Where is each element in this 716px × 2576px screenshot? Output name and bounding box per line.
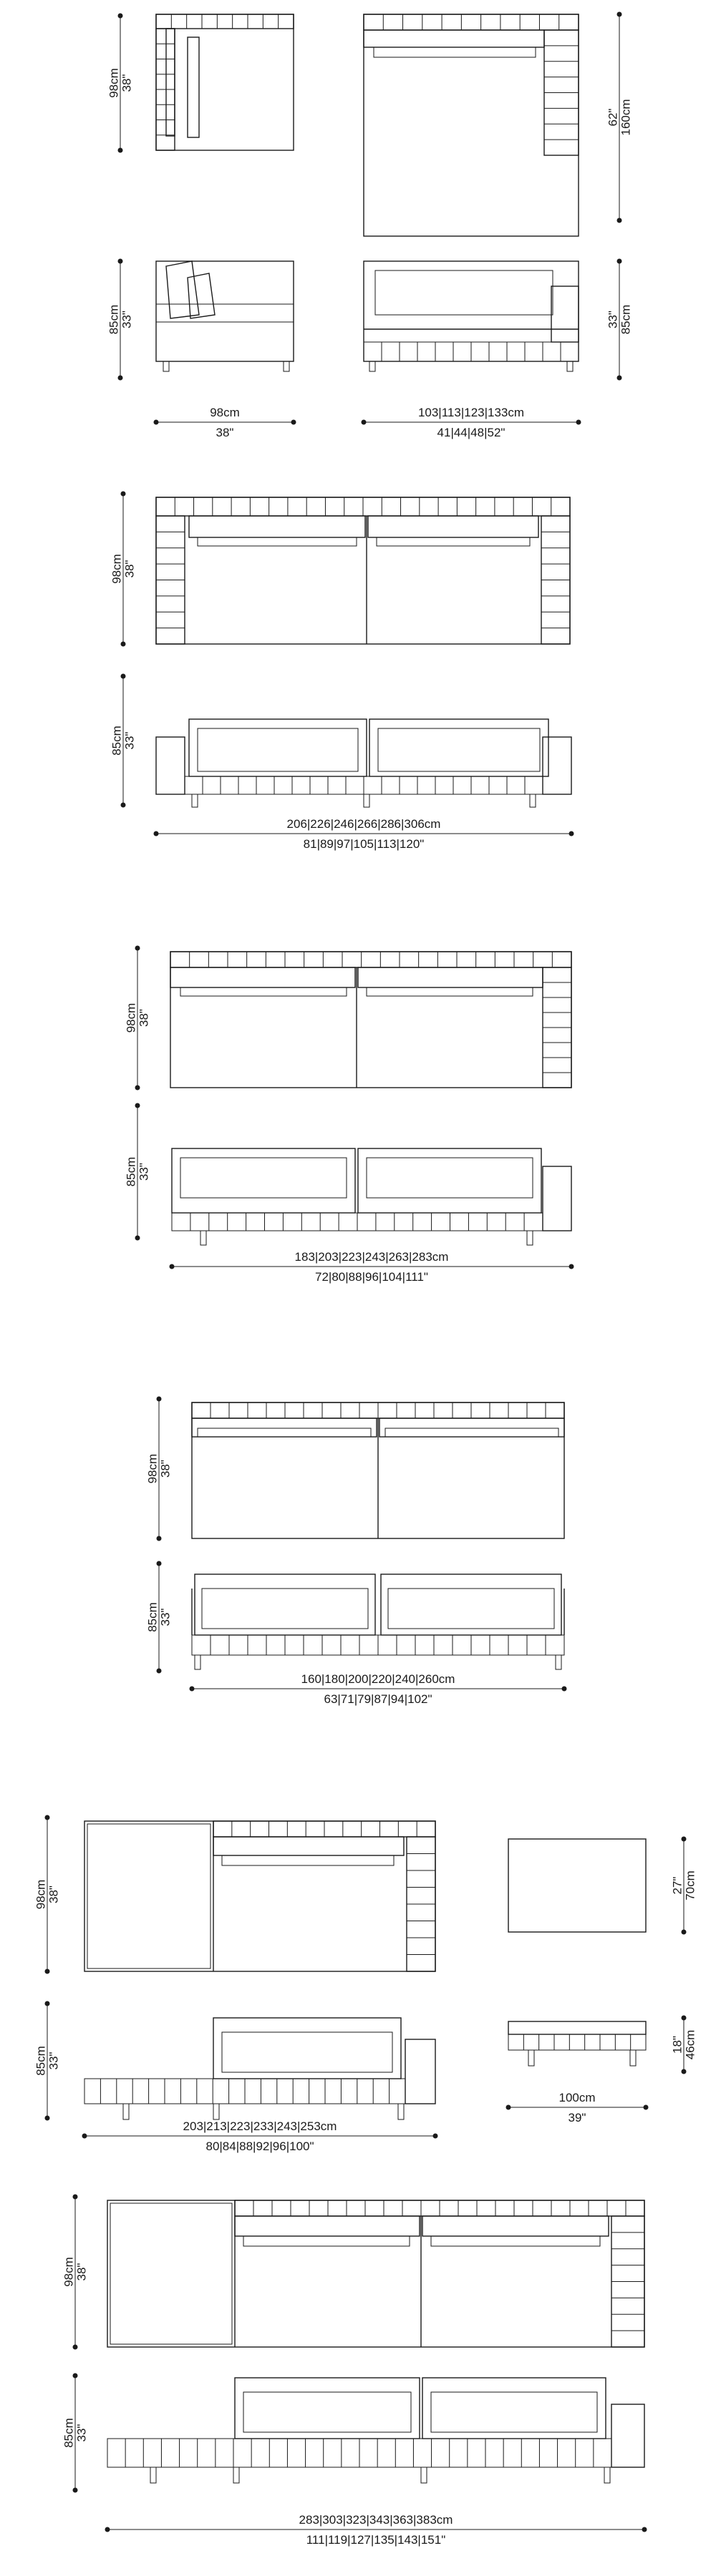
dimension-cm-label: 85cm: [124, 1156, 138, 1187]
dimension-inch-label: 33": [122, 731, 137, 750]
dimension-sofa-platform-1-width: [82, 2119, 438, 2153]
dimension-cm-label: 98cm: [210, 406, 240, 419]
dimension-inch-label: 38": [120, 74, 134, 92]
dimension-inch-label: 111|119|127|135|143|151": [306, 2533, 446, 2547]
chaise-module-side-view: [364, 261, 579, 371]
dimension-chaise-height: [606, 259, 633, 381]
dimension-cm-label: 98cm: [34, 1879, 48, 1910]
sofa-2arm-side-view: [156, 719, 571, 807]
dimension-cm-label: 160cm: [619, 99, 633, 136]
dimension-inch-label: 80|84|88|92|96|100": [205, 2140, 314, 2153]
corner-module-top-view: [156, 14, 294, 150]
dimension-cm-label: 206|226|246|266|286|306cm: [286, 817, 441, 831]
dimension-cm-label: 85cm: [34, 2046, 48, 2076]
dimension-sofa-armless-depth: [146, 1397, 173, 1541]
dimension-sofa-2arm-depth: [110, 492, 137, 647]
dimension-inch-label: 38": [122, 560, 137, 578]
dimension-corner-depth: [107, 14, 134, 153]
dimension-cm-label: 70cm: [683, 1870, 697, 1901]
dimension-inch-label: 38": [158, 1460, 173, 1478]
sofa-platform-2-top-view: [107, 2200, 644, 2347]
sofa-platform-1-side-view: [84, 2018, 435, 2119]
pouf-top-view: [508, 1839, 646, 1932]
dimension-cm-label: 85cm: [107, 304, 121, 335]
dimension-inch-label: 41|44|48|52": [437, 426, 505, 439]
dimension-pouf-depth: [671, 1837, 697, 1935]
dimension-sofa-1arm-width: [170, 1250, 574, 1284]
dimension-pouf-width: [506, 2091, 649, 2124]
dimension-chaise-length: [606, 12, 633, 223]
dimension-inch-label: 38": [74, 2263, 89, 2281]
sofa-armless-side-view: [192, 1574, 564, 1669]
sofa-2arm-top-view: [156, 497, 570, 644]
dimension-sofa-platform-2-width: [105, 2513, 647, 2547]
dimension-pouf-height: [671, 2016, 697, 2074]
chaise-module-top-view: [364, 14, 579, 236]
dimension-inch-label: 18": [670, 2036, 684, 2054]
sofa-platform-1-top-view: [84, 1821, 435, 1971]
dimension-cm-label: 283|303|323|343|363|383cm: [299, 2513, 453, 2527]
dimension-inch-label: 33": [137, 1163, 151, 1181]
dimension-cm-label: 98cm: [107, 68, 121, 98]
dimension-sofa-2arm-width: [154, 817, 574, 851]
dimension-inch-label: 33": [74, 2424, 89, 2442]
dimension-cm-label: 103|113|123|133cm: [417, 406, 525, 419]
dimension-sofa-platform-1-height: [34, 2001, 61, 2121]
dimension-cm-label: 98cm: [124, 1002, 138, 1033]
corner-module-side-view: [156, 261, 294, 371]
dimension-corner-width: [154, 406, 296, 439]
dimension-cm-label: 85cm: [110, 726, 124, 756]
dimension-sofa-armless-width: [190, 1672, 567, 1706]
dimension-inch-label: 38": [216, 426, 234, 439]
dimension-cm-label: 98cm: [62, 2257, 76, 2287]
dimension-cm-label: 46cm: [683, 2029, 697, 2060]
dimension-cm-label: 203|213|223|233|243|253cm: [183, 2119, 337, 2133]
dimension-inch-label: 33": [47, 2051, 61, 2070]
dimension-inch-label: 33": [606, 311, 620, 328]
dimension-cm-label: 100cm: [558, 2091, 596, 2104]
dimension-cm-label: 98cm: [110, 554, 124, 584]
dimension-inch-label: 38": [47, 1885, 61, 1903]
dimension-inch-label: 33": [158, 1608, 173, 1626]
dimension-cm-label: 85cm: [62, 2418, 76, 2448]
sofa-armless-top-view: [192, 1402, 564, 1538]
dimension-chaise-width: [362, 406, 581, 439]
dimension-cm-label: 85cm: [145, 1602, 160, 1632]
dimension-sofa-1arm-height: [125, 1103, 151, 1241]
dimension-sofa-2arm-height: [110, 674, 137, 808]
sofa-1arm-side-view: [172, 1148, 571, 1245]
dimension-cm-label: 160|180|200|220|240|260cm: [301, 1672, 455, 1686]
dimension-sofa-platform-1-depth: [34, 1815, 61, 1974]
dimension-inch-label: 62": [606, 108, 620, 127]
sofa-1arm-top-view: [170, 952, 571, 1088]
dimension-sofa-platform-2-depth: [62, 2195, 89, 2350]
dimension-inch-label: 33": [120, 311, 134, 328]
dimension-sofa-platform-2-height: [62, 2373, 89, 2493]
dimension-sofa-armless-height: [146, 1561, 173, 1674]
dimension-cm-label: 183|203|223|243|263|283cm: [294, 1250, 449, 1264]
dimension-cm-label: 98cm: [145, 1453, 160, 1484]
dimension-inch-label: 27": [670, 1876, 684, 1895]
dimension-cm-label: 85cm: [619, 304, 633, 335]
dimension-inch-label: 72|80|88|96|104|111": [315, 1270, 428, 1284]
dimension-inch-label: 63|71|79|87|94|102": [324, 1692, 432, 1706]
pouf-side-view: [508, 2021, 646, 2066]
dimension-corner-height: [107, 259, 134, 381]
dimension-sofa-1arm-depth: [125, 946, 151, 1091]
dimension-inch-label: 38": [137, 1009, 151, 1027]
sofa-platform-2-side-view: [107, 2378, 644, 2483]
dimension-inch-label: 39": [568, 2111, 586, 2124]
dimension-inch-label: 81|89|97|105|113|120": [303, 837, 425, 851]
